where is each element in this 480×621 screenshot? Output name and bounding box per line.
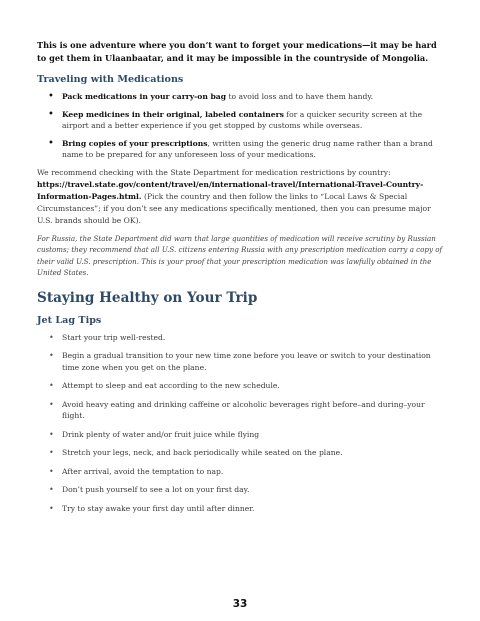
list-item — [37, 91, 447, 103]
item-text: , written using the generic drug name rather than a brand name to be prepared for any unforeseen loss of your medications. — [62, 138, 433, 159]
state-department-link[interactable]: https://travel.state.gov/content/travel/en/international-travel/International-Travel-Country-Information-Pages.html. — [37, 179, 424, 201]
medications-list — [37, 91, 447, 161]
list-item — [37, 484, 447, 496]
tip-text: Begin a gradual transition to your new time zone before you leave or switch to your destination time zone when you get on the plane. — [62, 351, 431, 372]
bullet-icon: • — [48, 137, 54, 149]
bullet-icon: • — [49, 351, 54, 360]
bullet-icon: • — [49, 399, 54, 409]
bullet-icon: • — [49, 485, 54, 494]
tip-text: After arrival, avoid the temptation to nap. — [62, 466, 224, 476]
list-item — [37, 399, 447, 422]
bullet-icon: • — [48, 91, 54, 102]
tip-text: Avoid heavy eating and drinking caffeine or alcoholic beverages right before–and during–your flight. — [62, 399, 425, 420]
bullet-icon: • — [49, 332, 54, 342]
bullet-icon: • — [49, 503, 54, 513]
tip-text: Try to stay awake your first day until after dinner. — [62, 503, 255, 513]
item-text: for a quicker security screen at the airport and a better experience if you get stopped by customs while overseas. — [62, 109, 423, 130]
jet-lag-heading: Jet Lag Tips — [37, 314, 102, 326]
list-item — [37, 503, 447, 515]
list-item — [37, 447, 447, 459]
russia-note: For Russia, the State Department did warn that large quantities of medication will receive scrutiny by Russian customs; they recommend that all U.S. citizens entering Russia with any prescription medication carry a copy of their valid U.S. prescription. This is your proof that your prescription medication was lawfully obtained in the United States. — [37, 233, 443, 277]
section-heading: Staying Healthy on Your Trip — [37, 289, 258, 306]
jet-lag-list — [37, 332, 447, 515]
list-item — [37, 429, 447, 441]
tip-text: Attempt to sleep and eat according to the new schedule. — [62, 381, 280, 390]
item-bold: Keep medicines in their original, labeled containers — [62, 109, 284, 119]
item-text: to avoid loss and to have them handy. — [226, 92, 374, 101]
bullet-icon: • — [49, 429, 54, 439]
para-rest: (Pick the country and then follow the links to “Local Laws & Special Circumstances”; if you don’t see any medications specifically mentioned, then you can presume major U.S. brands should be OK). — [37, 191, 431, 225]
tip-text: Stretch your legs, neck, and back periodically while seated on the plane. — [62, 448, 343, 457]
para-intro: We recommend checking with the State Department for medication restrictions by country: — [37, 167, 391, 177]
intro-paragraph: This is one adventure where you don’t want to forget your medications—it may be hard to get them in Ulaanbaatar, and it may be impossible in the countryside of Mongolia. — [37, 40, 437, 63]
list-item — [37, 138, 447, 161]
medications-heading: Traveling with Medications — [37, 74, 184, 85]
list-item — [37, 332, 447, 344]
bullet-icon: • — [49, 466, 54, 476]
list-item — [37, 350, 447, 373]
page-number: 33 — [232, 598, 248, 610]
state-department-paragraph — [37, 167, 447, 227]
bullet-icon: • — [49, 381, 54, 390]
tip-text: Don’t push yourself to see a lot on your first day. — [62, 485, 250, 494]
list-item — [37, 109, 447, 132]
page-content — [37, 39, 447, 521]
tip-text: Start your trip well-rested. — [62, 332, 166, 342]
item-bold: Pack medications in your carry-on bag — [62, 92, 227, 101]
tip-text: Drink plenty of water and/or fruit juice while flying — [62, 429, 260, 439]
bullet-icon: • — [48, 108, 54, 120]
list-item — [37, 380, 447, 392]
item-bold: Bring copies of your prescriptions — [62, 138, 208, 148]
list-item — [37, 466, 447, 478]
bullet-icon: • — [49, 448, 54, 457]
